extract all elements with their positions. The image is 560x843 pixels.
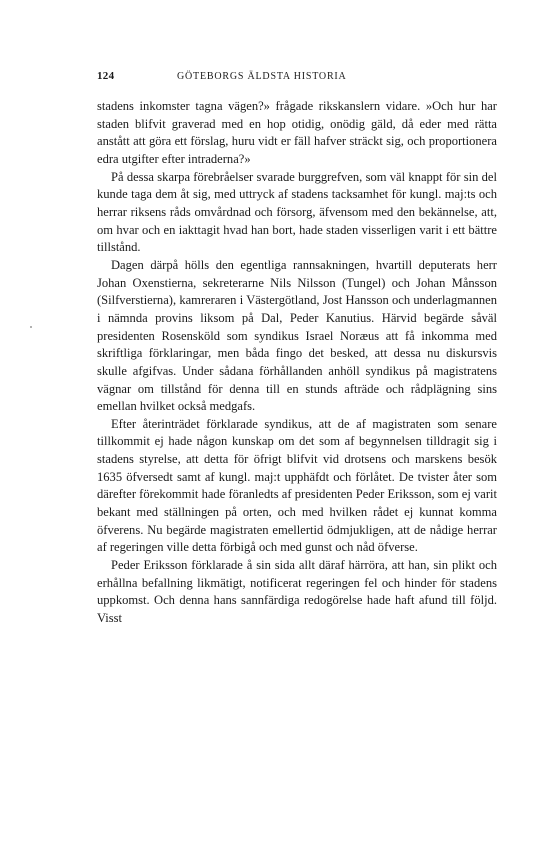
page-number: 124 (97, 70, 115, 82)
running-header (97, 70, 497, 86)
body-text (97, 98, 497, 628)
paragraph: Dagen därpå hölls den egentliga rannsakningen, hvartill deputerats herr Johan Oxenstierna, sekreterarne Nils Nilsson (Tungel) och Johan Månsson (Silfverstierna), kamreraren i Västergötland, Jost Hansson och underlagmannen i nämnda provins liksom på Dal, Peder Kanutius. Härvid begärde såväl presidenten Rosensköld som syndikus Israel Noræus att få inkomma med skriftliga förklaringar, men båda fingo det besked, att dessa nu diskursvis skulle afgifvas. Under sådana förhållanden anhöll syndikus på magistratens vägnar om tillstånd för denna till en stunds afträde och rådplägning sins emellan hvilket också medgafs. (97, 257, 497, 414)
paragraph: Efter återinträdet förklarade syndikus, att de af magistraten som senare tillkommit ej hade någon kunskap om det som af begynnelsen tilldragit sig i stadens styrelse, att detta för öfrigt blifvit vid drotsens och marskens besök 1635 öfversedt samt af kungl. maj:t upphäfdt och förlåtet. De tvister åter som därefter förekommit hade föranledts af presidenten Peder Eriksson, som ej varit bekant med ställningen på orten, och med hvilken rådet ej kunnat komma öfverens. Nu begärde magistraten emellertid ödmjukligen, att de nådige herrar af regeringen ville detta förbigå och med gunst och nåd öfverse. (97, 416, 497, 555)
book-page (97, 70, 497, 628)
stray-mark (30, 326, 32, 328)
paragraph: Peder Eriksson förklarade å sin sida allt däraf härröra, att han, sin plikt och erhållna befallning likmätigt, notificerat regeringen fel och hinder för stadens uppkomst. Och denna hans sannfärdiga redogörelse hade haft afund till följd. Visst (97, 558, 497, 626)
paragraph: stadens inkomster tagna vägen?» frågade rikskanslern vidare. »Och hur har staden blifvit graverad med en hop otidig, onödig gäld, då eder med rätta anstått att göra ett förslag, huru vidt er fäll hafver sträckt sig, och proportionera edra utgifter efter intraderna?» (97, 99, 497, 166)
paragraph: På dessa skarpa förebråelser svarade burggrefven, som väl knappt för sin del kunde taga dem åt sig, med uttryck af stadens tacksamhet för kungl. maj:ts och herrar riksens råds omvårdnad och försorg, äfvensom med den bekännelse, att, om hvar och en iakttagit hvad han bort, hade staden visserligen varit i ett bättre tillstånd. (97, 169, 497, 255)
running-title: GÖTEBORGS ÄLDSTA HISTORIA (177, 71, 347, 82)
